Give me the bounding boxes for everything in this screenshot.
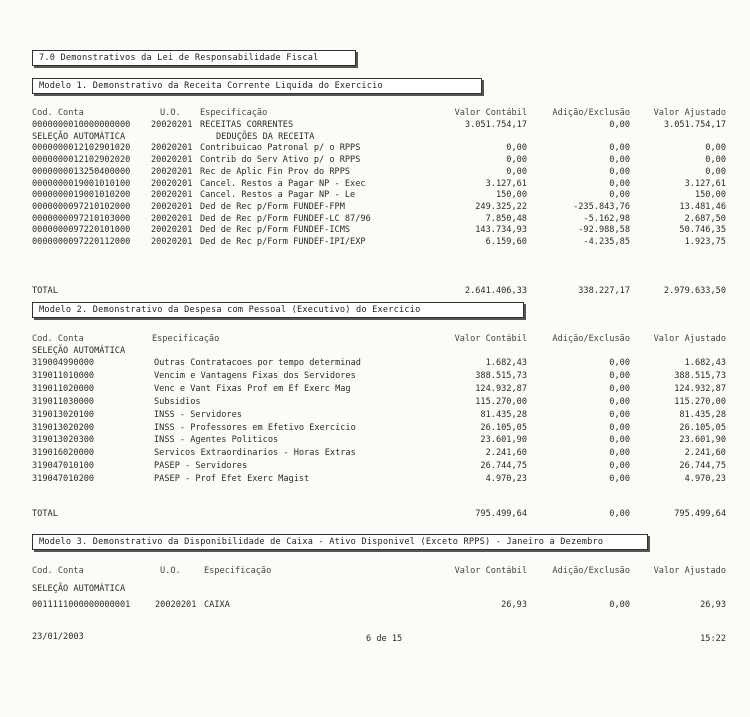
cell-esp: Ded de Rec p/Form FUNDEF-LC 87/96 bbox=[200, 214, 371, 224]
cell-ae: 0,00 bbox=[609, 600, 630, 610]
cell-va: 2.687,50 bbox=[684, 214, 726, 224]
cell-ae: 0,00 bbox=[609, 371, 630, 381]
cell-cod: 319011020000 bbox=[32, 384, 95, 394]
cell-vc: 6.159,60 bbox=[485, 237, 527, 247]
total-ae: 0,00 bbox=[609, 509, 630, 519]
total-vc: 2.641.406,33 bbox=[464, 286, 527, 296]
cell-vc: 388.515,73 bbox=[475, 371, 527, 381]
cell-cod: 319016020000 bbox=[32, 448, 95, 458]
cell-ae: -5.162,98 bbox=[583, 214, 630, 224]
total-label: TOTAL bbox=[32, 286, 58, 296]
table-row bbox=[0, 120, 750, 131]
model-2-total bbox=[0, 509, 750, 520]
cell-esp: Contrib do Serv Ativo p/ o RPPS bbox=[200, 155, 361, 165]
cell-va: 26.744,75 bbox=[679, 461, 726, 471]
cell-ae: 0,00 bbox=[609, 423, 630, 433]
cell-vc: 3.127,61 bbox=[485, 179, 527, 189]
cell-esp: Contribuicao Patronal p/ o RPPS bbox=[200, 143, 361, 153]
total-ae: 338.227,17 bbox=[578, 286, 630, 296]
table-row bbox=[0, 179, 750, 190]
table-row bbox=[0, 600, 750, 611]
cell-esp: PASEP - Prof Efet Exerc Magist bbox=[154, 474, 310, 484]
cell-va: 13.481,46 bbox=[679, 202, 726, 212]
cell-vc: 0,00 bbox=[506, 143, 527, 153]
cell-esp: INSS - Professores em Efetivo Exercicio bbox=[154, 423, 356, 433]
cell-ae: 0,00 bbox=[609, 410, 630, 420]
cell-va: 1.923,75 bbox=[684, 237, 726, 247]
cell-va: 3.051.754,17 bbox=[663, 120, 726, 130]
cell-vc: 4.970,23 bbox=[485, 474, 527, 484]
cell-va: 388.515,73 bbox=[674, 371, 726, 381]
table-row bbox=[0, 410, 750, 421]
cell-vc: 143.734,93 bbox=[475, 225, 527, 235]
cell-esp: Rec de Aplic Fin Prov do RPPS bbox=[200, 167, 351, 177]
cell-ae: 0,00 bbox=[609, 179, 630, 189]
cell-va: 0,00 bbox=[705, 143, 726, 153]
cell-esp: Outras Contratacoes por tempo determinad bbox=[154, 358, 361, 368]
table-row bbox=[0, 237, 750, 248]
cell-cod: 319013020200 bbox=[32, 423, 95, 433]
cell-esp: Ded de Rec p/Form FUNDEF-IPI/EXP bbox=[200, 237, 366, 247]
cell-ae: 0,00 bbox=[609, 143, 630, 153]
cell-ae: 0,00 bbox=[609, 190, 630, 200]
cell-vc: 0,00 bbox=[506, 167, 527, 177]
cell-esp: Cancel. Restos a Pagar NP - Le bbox=[200, 190, 356, 200]
header-va: Valor Ajustado bbox=[653, 566, 726, 576]
footer-page: 6 de 15 bbox=[366, 634, 403, 644]
cell-vc: 26.105,05 bbox=[480, 423, 527, 433]
cell-cod: 0011111000000000001 bbox=[32, 600, 131, 610]
header-va: Valor Ajustado bbox=[653, 108, 726, 118]
cell-ae: 0,00 bbox=[609, 397, 630, 407]
cell-va: 0,00 bbox=[705, 155, 726, 165]
header-uo: U.O. bbox=[160, 108, 181, 118]
cell-esp: Venc e Vant Fixas Prof em Ef Exerc Mag bbox=[154, 384, 351, 394]
cell-uo: 20020201 bbox=[151, 190, 193, 200]
total-va: 2.979.633,50 bbox=[663, 286, 726, 296]
cell-va: 1.682,43 bbox=[684, 358, 726, 368]
model-3-selecao: SELEÇÃO AUTOMÁTICA bbox=[32, 584, 126, 594]
cell-cod: 0000000097210102000 bbox=[32, 202, 131, 212]
table-row bbox=[0, 435, 750, 446]
cell-esp: CAIXA bbox=[204, 600, 230, 610]
cell-va: 50.746,35 bbox=[679, 225, 726, 235]
table-row bbox=[0, 358, 750, 369]
table-row bbox=[0, 474, 750, 485]
cell-va: 2.241,60 bbox=[684, 448, 726, 458]
cell-ae: 0,00 bbox=[609, 167, 630, 177]
header-cod: Cod. Conta bbox=[32, 566, 84, 576]
cell-ae: 0,00 bbox=[609, 120, 630, 130]
cell-cod: 0000000019001010100 bbox=[32, 179, 131, 189]
cell-cod: 319013020100 bbox=[32, 410, 95, 420]
cell-cod: 0000000097210103000 bbox=[32, 214, 131, 224]
model-2-title: Modelo 2. Demonstrativo da Despesa com Pessoal (Executivo) do Exercicio bbox=[32, 302, 524, 318]
header-vc: Valor Contábil bbox=[454, 566, 527, 576]
model-3-title: Modelo 3. Demonstrativo da Disponibilidade de Caixa - Ativo Disponivel (Exceto RPPS) - Janeiro a Dezembro bbox=[32, 534, 648, 550]
cell-ae: 0,00 bbox=[609, 448, 630, 458]
cell-esp: Ded de Rec p/Form FUNDEF-ICMS bbox=[200, 225, 351, 235]
cell-esp: Servicos Extraordinarios - Horas Extras bbox=[154, 448, 356, 458]
table-row bbox=[0, 190, 750, 201]
section-title: 7.0 Demonstrativos da Lei de Responsabilidade Fiscal bbox=[32, 50, 356, 66]
header-esp: Especificação bbox=[152, 334, 220, 344]
cell-cod: 319011030000 bbox=[32, 397, 95, 407]
cell-ae: 0,00 bbox=[609, 474, 630, 484]
cell-uo: 20020201 bbox=[151, 155, 193, 165]
cell-ae: 0,00 bbox=[609, 435, 630, 445]
table-row bbox=[0, 202, 750, 213]
table-row bbox=[0, 214, 750, 225]
model-1-title: Modelo 1. Demonstrativo da Receita Corrente Liquida do Exercicio bbox=[32, 78, 482, 94]
cell-esp: Vencim e Vantagens Fixas dos Servidores bbox=[154, 371, 356, 381]
cell-ae: -4.235,85 bbox=[583, 237, 630, 247]
cell-ae: -235.843,76 bbox=[573, 202, 630, 212]
cell-vc: 7.850,48 bbox=[485, 214, 527, 224]
cell-va: 150,00 bbox=[694, 190, 726, 200]
header-esp: Especificação bbox=[204, 566, 272, 576]
cell-vc: 1.682,43 bbox=[485, 358, 527, 368]
cell-cod: 0000000012102902020 bbox=[32, 155, 131, 165]
cell-uo: 20020201 bbox=[151, 120, 193, 130]
cell-uo: 20020201 bbox=[151, 225, 193, 235]
model-1-total bbox=[0, 286, 750, 297]
header-va: Valor Ajustado bbox=[653, 334, 726, 344]
deducoes-label: DEDUÇÕES DA RECEITA bbox=[216, 131, 315, 142]
cell-cod: 0000000019001010200 bbox=[32, 190, 131, 200]
cell-cod: 0000000097220112000 bbox=[32, 237, 131, 247]
cell-uo: 20020201 bbox=[151, 237, 193, 247]
selecao-row bbox=[0, 132, 750, 143]
cell-va: 3.127,61 bbox=[684, 179, 726, 189]
cell-cod: 319013020300 bbox=[32, 435, 95, 445]
cell-va: 26,93 bbox=[700, 600, 726, 610]
table-row bbox=[0, 167, 750, 178]
total-vc: 795.499,64 bbox=[475, 509, 527, 519]
table-row bbox=[0, 423, 750, 434]
header-esp: Especificação bbox=[200, 108, 268, 118]
cell-va: 81.435,28 bbox=[679, 410, 726, 420]
cell-vc: 115.270,00 bbox=[475, 397, 527, 407]
cell-vc: 3.051.754,17 bbox=[464, 120, 527, 130]
model-2-header bbox=[0, 334, 750, 345]
cell-ae: 0,00 bbox=[609, 461, 630, 471]
cell-vc: 26,93 bbox=[501, 600, 527, 610]
table-row bbox=[0, 461, 750, 472]
cell-uo: 20020201 bbox=[151, 214, 193, 224]
cell-ae: -92.988,58 bbox=[578, 225, 630, 235]
header-vc: Valor Contábil bbox=[454, 334, 527, 344]
header-cod: Cod. Conta bbox=[32, 108, 84, 118]
cell-cod: 319011010000 bbox=[32, 371, 95, 381]
cell-cod: 0000000097220101000 bbox=[32, 225, 131, 235]
cell-uo: 20020201 bbox=[151, 179, 193, 189]
header-cod: Cod. Conta bbox=[32, 334, 84, 344]
cell-vc: 2.241,60 bbox=[485, 448, 527, 458]
cell-esp: Ded de Rec p/Form FUNDEF-FPM bbox=[200, 202, 345, 212]
model-3-header bbox=[0, 566, 750, 577]
table-row bbox=[0, 143, 750, 154]
header-ae: Adição/Exclusão bbox=[552, 334, 630, 344]
cell-va: 23.601,90 bbox=[679, 435, 726, 445]
cell-esp: PASEP - Servidores bbox=[154, 461, 248, 471]
cell-va: 26.105,05 bbox=[679, 423, 726, 433]
cell-uo: 20020201 bbox=[151, 167, 193, 177]
footer-date: 23/01/2003 bbox=[32, 632, 84, 642]
cell-vc: 150,00 bbox=[495, 190, 527, 200]
cell-uo: 20020201 bbox=[155, 600, 197, 610]
header-ae: Adição/Exclusão bbox=[552, 566, 630, 576]
cell-va: 4.970,23 bbox=[684, 474, 726, 484]
cell-vc: 0,00 bbox=[506, 155, 527, 165]
cell-va: 124.932,87 bbox=[674, 384, 726, 394]
selecao-label: SELEÇÃO AUTOMÁTICA bbox=[32, 131, 126, 142]
header-ae: Adição/Exclusão bbox=[552, 108, 630, 118]
table-row bbox=[0, 384, 750, 395]
cell-va: 0,00 bbox=[705, 167, 726, 177]
cell-esp: Subsidios bbox=[154, 397, 201, 407]
footer-time: 15:22 bbox=[700, 634, 726, 644]
table-row bbox=[0, 448, 750, 459]
cell-vc: 26.744,75 bbox=[480, 461, 527, 471]
table-row bbox=[0, 371, 750, 382]
selecao-label: SELEÇÃO AUTOMÁTICA bbox=[32, 346, 126, 356]
cell-esp: INSS - Servidores bbox=[154, 410, 242, 420]
header-uo: U.O. bbox=[160, 566, 181, 576]
selecao-row bbox=[0, 346, 750, 357]
cell-vc: 249.325,22 bbox=[475, 202, 527, 212]
model-1-header bbox=[0, 108, 750, 119]
total-label: TOTAL bbox=[32, 509, 58, 519]
table-row bbox=[0, 397, 750, 408]
cell-ae: 0,00 bbox=[609, 358, 630, 368]
total-va: 795.499,64 bbox=[674, 509, 726, 519]
cell-ae: 0,00 bbox=[609, 384, 630, 394]
cell-esp: INSS - Agentes Politicos bbox=[154, 435, 279, 445]
cell-vc: 81.435,28 bbox=[480, 410, 527, 420]
cell-cod: 0000000010000000000 bbox=[32, 120, 131, 130]
cell-uo: 20020201 bbox=[151, 143, 193, 153]
cell-vc: 124.932,87 bbox=[475, 384, 527, 394]
cell-va: 115.270,00 bbox=[674, 397, 726, 407]
cell-cod: 319047010100 bbox=[32, 461, 95, 471]
cell-cod: 319047010200 bbox=[32, 474, 95, 484]
table-row bbox=[0, 225, 750, 236]
cell-esp: RECEITAS CORRENTES bbox=[200, 120, 294, 130]
cell-uo: 20020201 bbox=[151, 202, 193, 212]
cell-cod: 0000000013250400000 bbox=[32, 167, 131, 177]
cell-ae: 0,00 bbox=[609, 155, 630, 165]
cell-cod: 0000000012102901020 bbox=[32, 143, 131, 153]
cell-esp: Cancel. Restos a Pagar NP - Exec bbox=[200, 179, 366, 189]
header-vc: Valor Contábil bbox=[454, 108, 527, 118]
cell-vc: 23.601,90 bbox=[480, 435, 527, 445]
table-row bbox=[0, 155, 750, 166]
cell-cod: 319004990000 bbox=[32, 358, 95, 368]
